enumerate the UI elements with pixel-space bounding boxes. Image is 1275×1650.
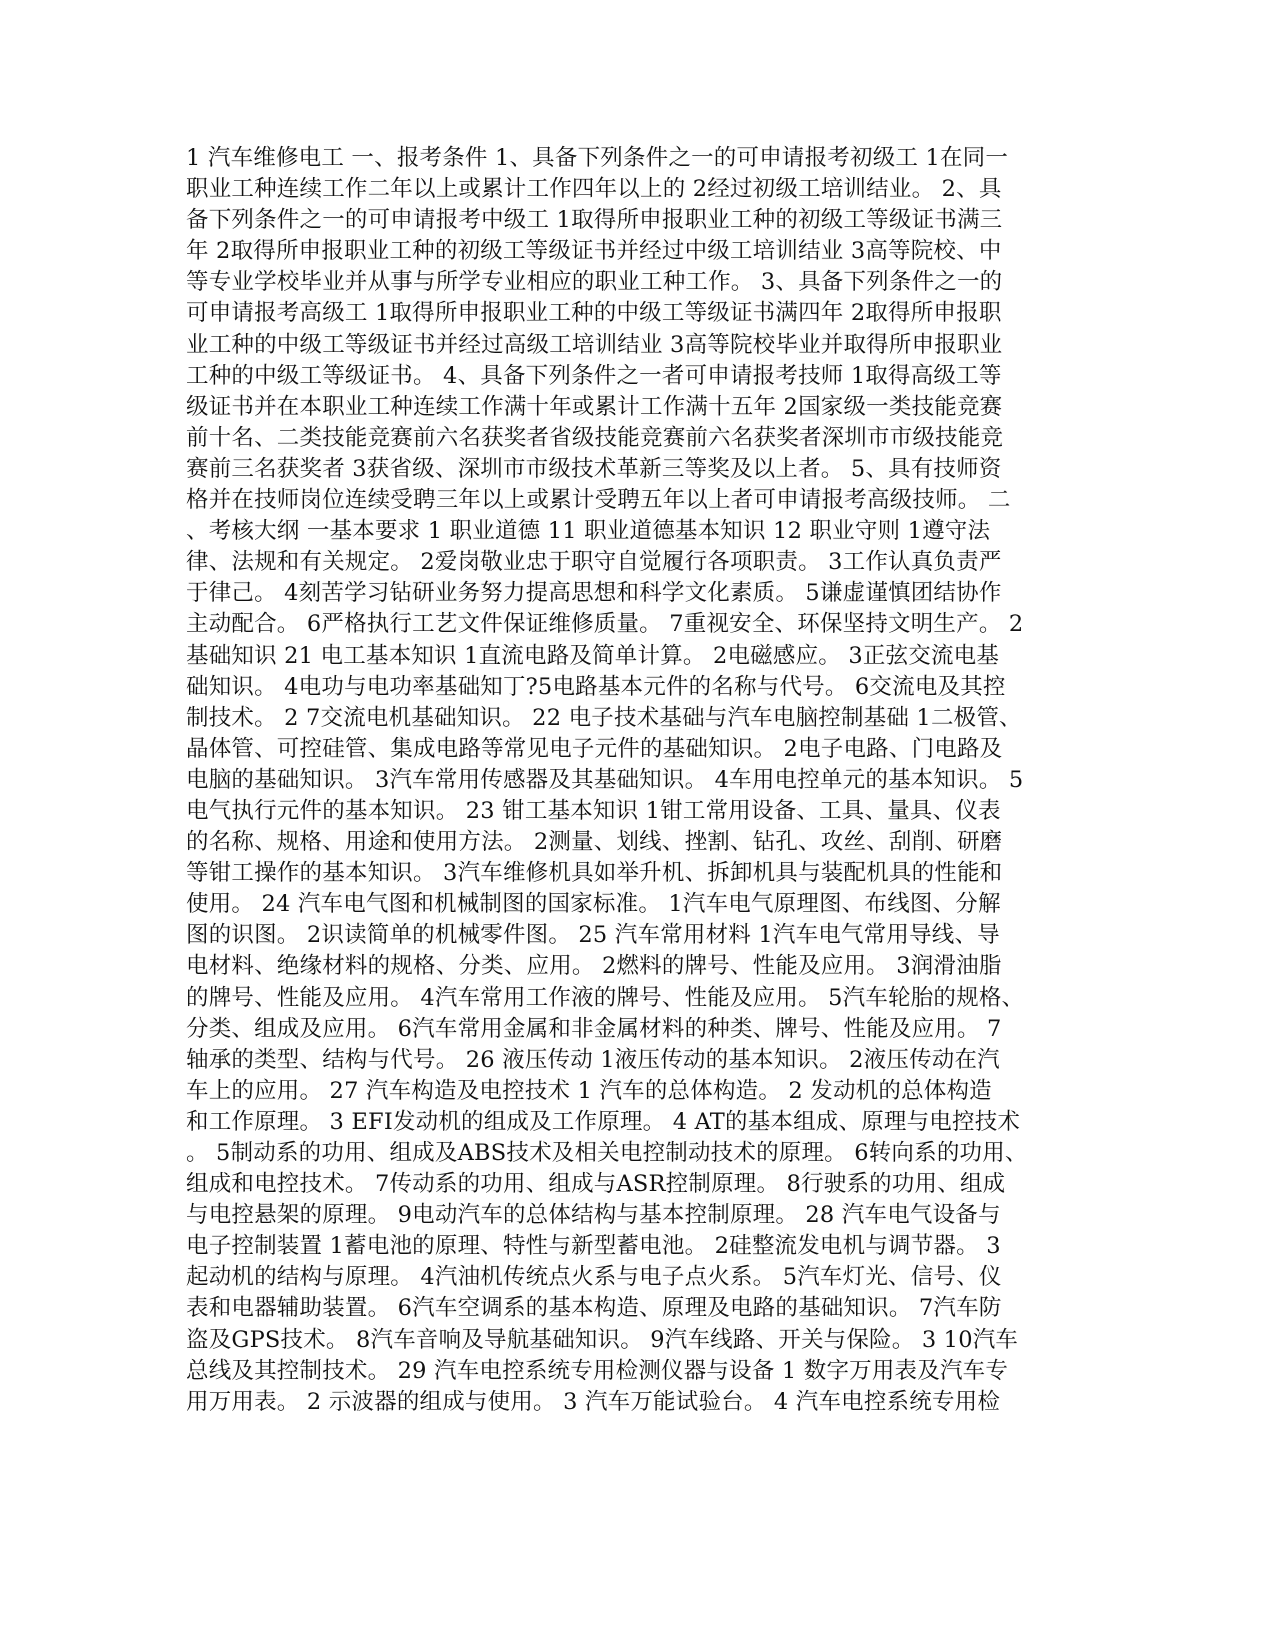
text-line: 用万用表。 2 示波器的组成与使用。 3 汽车万能试验台。 4 汽车电控系统专用检 [186, 1388, 1001, 1415]
text-line: 业工种的中级工等级证书并经过高级工培训结业 3高等院校毕业并取得所申报职业 [186, 331, 1003, 358]
text-line: 电气执行元件的基本知识。 23 钳工基本知识 1钳工常用设备、工具、量具、仪表 [186, 797, 1001, 824]
text-line: 备下列条件之一的可申请报考中级工 1取得所申报职业工种的初级工等级证书满三 [186, 207, 1003, 234]
text-line: 等钳工操作的基本知识。 3汽车维修机具如举升机、拆卸机具与装配机具的性能和 [186, 860, 1003, 887]
text-line: 职业工种连续工作二年以上或累计工作四年以上的 2经过初级工培训结业。 2、具 [186, 176, 1002, 203]
text-line: 工种的中级工等级证书。 4、具备下列条件之一者可申请报考技师 1取得高级工等 [186, 362, 1002, 389]
text-line: 格并在技师岗位连续受聘三年以上或累计受聘五年以上者可申请报考高级技师。 二 [186, 487, 1011, 514]
text-line: 电材料、绝缘材料的规格、分类、应用。 2燃料的牌号、性能及应用。 3润滑油脂 [186, 953, 1002, 980]
text-line: 电子控制装置 1蓄电池的原理、特性与新型蓄电池。 2硅整流发电机与调节器。 3 [186, 1233, 1001, 1260]
text-line: 的牌号、性能及应用。 4汽车常用工作液的牌号、性能及应用。 5汽车轮胎的规格、 [186, 984, 1025, 1011]
text-line: 主动配合。 6严格执行工艺文件保证维修质量。 7重视安全、环保坚持文明生产。 2 [186, 611, 1024, 638]
text-line: 前十名、二类技能竞赛前六名获奖者省级技能竞赛前六名获奖者深圳市市级技能竞 [186, 424, 1004, 451]
text-line: 电脑的基础知识。 3汽车常用传感器及其基础知识。 4车用电控单元的基本知识。 5 [186, 766, 1024, 793]
text-line: 晶体管、可控硅管、集成电路等常见电子元件的基础知识。 2电子电路、门电路及 [186, 735, 1003, 762]
text-line: 、考核大纲 一基本要求 1 职业道德 11 职业道德基本知识 12 职业守则 1遵守法 [186, 518, 991, 545]
text-line: 与电控悬架的原理。 9电动汽车的总体结构与基本控制原理。 28 汽车电气设备与 [186, 1202, 1001, 1229]
text-line: 等专业学校毕业并从事与所学专业相应的职业工种工作。 3、具备下列条件之一的 [186, 269, 1003, 296]
text-line: 。 5制动系的功用、组成及ABS技术及相关电控制动技术的原理。 6转向系的功用、 [186, 1140, 1028, 1166]
text-line: 础知识。 4电功与电功率基础知丁?5电路基本元件的名称与代号。 6交流电及其控 [186, 673, 1006, 700]
text-line: 基础知识 21 电工基本知识 1直流电路及简单计算。 2电磁感应。 3正弦交流电基 [186, 642, 1000, 669]
document-body-text [186, 143, 1096, 1418]
text-line: 表和电器辅助装置。 6汽车空调系的基本构造、原理及电路的基础知识。 7汽车防 [186, 1295, 1002, 1322]
text-line: 车上的应用。 27 汽车构造及电控技术 1 汽车的总体构造。 2 发动机的总体构造 [186, 1077, 992, 1104]
text-line: 级证书并在本职业工种连续工作满十年或累计工作满十五年 2国家级一类技能竞赛 [186, 393, 1003, 420]
text-line: 年 2取得所申报职业工种的初级工等级证书并经过中级工培训结业 3高等院校、中 [186, 238, 1002, 265]
text-line: 分类、组成及应用。 6汽车常用金属和非金属材料的种类、牌号、性能及应用。 7 [186, 1015, 1002, 1042]
text-line: 和工作原理。 3 EFI发动机的组成及工作原理。 4 AT的基本组成、原理与电控技术 [186, 1108, 1021, 1135]
text-line: 律、法规和有关规定。 2爱岗敬业忠于职守自觉履行各项职责。 3工作认真负责严 [186, 549, 1002, 576]
text-line: 可申请报考高级工 1取得所申报职业工种的中级工等级证书满四年 2取得所申报职 [186, 300, 1002, 327]
text-line: 赛前三名获奖者 3获省级、深圳市市级技术革新三等奖及以上者。 5、具有技师资 [186, 455, 1002, 482]
text-line: 轴承的类型、结构与代号。 26 液压传动 1液压传动的基本知识。 2液压传动在汽 [186, 1046, 1000, 1073]
text-line: 起动机的结构与原理。 4汽油机传统点火系与电子点火系。 5汽车灯光、信号、仪 [186, 1264, 1002, 1291]
text-line: 图的识图。 2识读简单的机械零件图。 25 汽车常用材料 1汽车电气常用导线、导 [186, 922, 1000, 949]
text-line: 于律己。 4刻苦学习钻研业务努力提高思想和科学文化素质。 5谦虚谨慎团结协作 [186, 580, 1002, 607]
text-line: 组成和电控技术。 7传动系的功用、组成与ASR控制原理。 8行驶系的功用、组成 [186, 1171, 1006, 1198]
text-line: 总线及其控制技术。 29 汽车电控系统专用检测仪器与设备 1 数字万用表及汽车专 [186, 1357, 1009, 1384]
text-line: 的名称、规格、用途和使用方法。 2测量、划线、挫割、钻孔、攻丝、刮削、研磨 [186, 829, 1003, 856]
text-line: 使用。 24 汽车电气图和机械制图的国家标准。 1汽车电气原理图、布线图、分解 [186, 891, 1001, 918]
text-line: 制技术。 2 7交流电机基础知识。 22 电子技术基础与汽车电脑控制基础 1二极管、 [186, 704, 1022, 731]
text-line: 1 汽车维修电工 一、报考条件 1、具备下列条件之一的可申请报考初级工 1在同一 [186, 145, 1009, 171]
text-line: 盗及GPS技术。 8汽车音响及导航基础知识。 9汽车线路、开关与保险。 3 10汽车 [186, 1326, 1019, 1353]
